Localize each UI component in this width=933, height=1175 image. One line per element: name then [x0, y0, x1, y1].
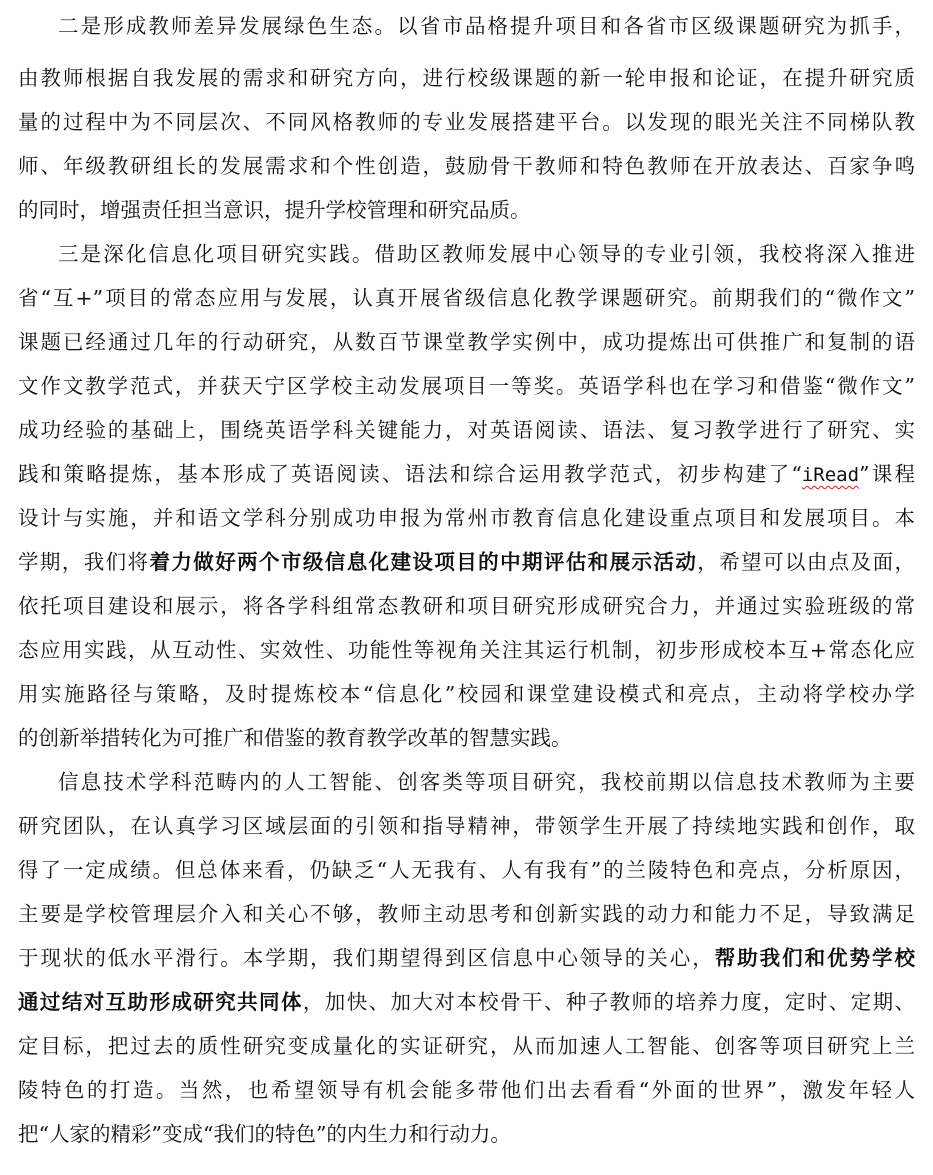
para2-line8: 学期，我们将着力做好两个市级信息化建设项目的中期评估和展示活动，希望可以由点及面， [18, 550, 916, 574]
para3-line3: 得了一定成绩。但总体来看，仍缺乏“人无我有、人有我有”的兰陵特色和亮点，分析原因， [18, 858, 915, 882]
para3-line2: 研究团队，在认真学习区域层面的引领和指导精神，带领学生开展了持续地实践和创作，取 [18, 814, 915, 838]
bold-emphasis-1: 着力做好两个市级信息化建设项目的中期评估和展示活动 [149, 550, 698, 574]
bold-emphasis-2a: 帮助我们和优势学校 [714, 946, 915, 970]
para2-heading: 三是深化信息化项目研究实践。 [58, 242, 375, 266]
para2-line7: 设计与实施，并和语文学科分别成功申报为常州市教育信息化建设重点项目和发展项目。本 [18, 506, 915, 530]
para1-line1: 二是形成教师差异发展绿色生态。以省市品格提升项目和各省市区级课题研究为抓手， [58, 14, 916, 38]
para2-line4: 文作文教学范式，并获天宁区学校主动发展项目一等奖。英语学科也在学习和借鉴“微作文” [18, 374, 915, 398]
para2-line1: 三是深化信息化项目研究实践。借助区教师发展中心领导的专业引领，我校将深入推进 [58, 242, 916, 266]
para2-line10: 态应用实践，从互动性、实效性、功能性等视角关注其运行机制，初步形成校本互+常态化应 [18, 638, 915, 662]
para2-line11: 用实施路径与策略，及时提炼校本“信息化”校园和课堂建设模式和亮点，主动将学校办学 [18, 682, 915, 706]
para2-line3: 课题已经通过几年的行动研究，从数百节课堂教学实例中，成功提炼出可供推广和复制的语 [18, 330, 915, 354]
para1-heading: 二是形成教师差异发展绿色生态。 [58, 14, 398, 38]
para1-line4: 师、年级教研组长的发展需求和个性创造，鼓励骨干教师和特色教师在开放表达、百家争鸣 [18, 154, 915, 178]
para3-line6: 通过结对互助形成研究共同体，加快、加大对本校骨干、种子教师的培养力度，定时、定期、 [18, 990, 916, 1014]
para3-line4: 主要是学校管理层介入和关心不够，教师主动思考和创新实践的动力和能力不足，导致满足 [18, 902, 915, 926]
para3-line5: 于现状的低水平滑行。本学期，我们期望得到区信息中心领导的关心，帮助我们和优势学校 [18, 946, 915, 970]
para1-line5: 的同时，增强责任担当意识，提升学校管理和研究品质。 [18, 198, 531, 222]
bold-emphasis-2b: 通过结对互助形成研究共同体 [18, 990, 303, 1014]
iread-term: iRead [801, 464, 860, 486]
para3-line7: 定目标，把过去的质性研究变成量化的实证研究，从而加速人工智能、创客等项目研究上兰 [18, 1034, 915, 1058]
para2-line2: 省“互+”项目的常态应用与发展，认真开展省级信息化教学课题研究。前期我们的“微作文” [18, 286, 915, 310]
para2-line6: 践和策略提炼，基本形成了英语阅读、语法和综合运用教学范式，初步构建了“iRead”课程 [18, 462, 916, 486]
para3-line1: 信息技术学科范畴内的人工智能、创客类等项目研究，我校前期以信息技术教师为主要 [58, 770, 915, 794]
para1-line2: 由教师根据自我发展的需求和研究方向，进行校级课题的新一轮申报和论证，在提升研究质 [18, 66, 915, 90]
para2-line12: 的创新举措转化为可推广和借鉴的教育教学改革的智慧实践。 [18, 726, 572, 750]
para2-line9: 依托项目建设和展示，将各学科组常态教研和项目研究形成研究合力，并通过实验班级的常 [18, 594, 915, 618]
para3-line9: 把“人家的精彩”变成“我们的特色”的内生力和行动力。 [18, 1122, 511, 1146]
para1-line3: 量的过程中为不同层次、不同风格教师的专业发展搭建平台。以发现的眼光关注不同梯队教 [18, 110, 915, 134]
para2-line5: 成功经验的基础上，围绕英语学科关键能力，对英语阅读、语法、复习教学进行了研究、实 [18, 418, 915, 442]
para3-line8: 陵特色的打造。当然，也希望领导有机会能多带他们出去看看“外面的世界”，激发年轻人 [18, 1078, 915, 1102]
